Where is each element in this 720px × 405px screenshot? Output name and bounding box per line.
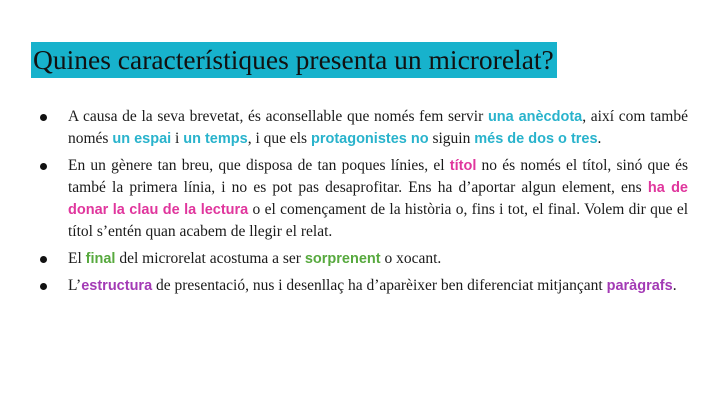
bullet-dot-icon <box>40 283 47 290</box>
keyword-highlight: més de dos o tres <box>474 131 598 147</box>
slide-title: Quines característiques presenta un microrelat? <box>31 42 557 78</box>
bullet-item: En un gènere tan breu, que disposa de tan poques línies, el títol no és només el títol, sinó que és també la primera línia, i no es pot pas desaprofitar. Ens ha d’aportar algun element, ens ha de donar la clau de la lectura o el començament de la història o, fins i tot, el final. Volem dir que el títol s’entén quan acabem de llegir el relat. <box>38 155 688 243</box>
bullet-list <box>38 106 688 302</box>
keyword-highlight: paràgrafs <box>606 278 673 294</box>
bullet-item: El final del microrelat acostuma a ser sorprenent o xocant. <box>38 248 688 270</box>
keyword-highlight: una anècdota <box>487 109 583 125</box>
bullet-item: A causa de la seva brevetat, és aconsellable que només fem servir una anècdota, així com també només un espai i un temps, i que els protagonistes no siguin més de dos o tres. <box>38 106 688 150</box>
bullet-item: L’estructura de presentació, nus i desenllaç ha d’aparèixer ben diferenciat mitjançant paràgrafs. <box>38 275 688 297</box>
keyword-highlight: sorprenent <box>304 251 381 267</box>
keyword-highlight: títol <box>449 158 477 174</box>
keyword-highlight: final <box>85 251 116 267</box>
bullet-dot-icon <box>40 256 47 263</box>
bullet-dot-icon <box>40 163 47 170</box>
keyword-highlight: un espai <box>112 131 172 147</box>
keyword-highlight: protagonistes no <box>310 131 429 147</box>
keyword-highlight: estructura <box>81 278 153 294</box>
bullet-dot-icon <box>40 114 47 121</box>
keyword-highlight: ha de donar la clau de la lectura <box>68 180 688 218</box>
keyword-highlight: un temps <box>183 131 248 147</box>
